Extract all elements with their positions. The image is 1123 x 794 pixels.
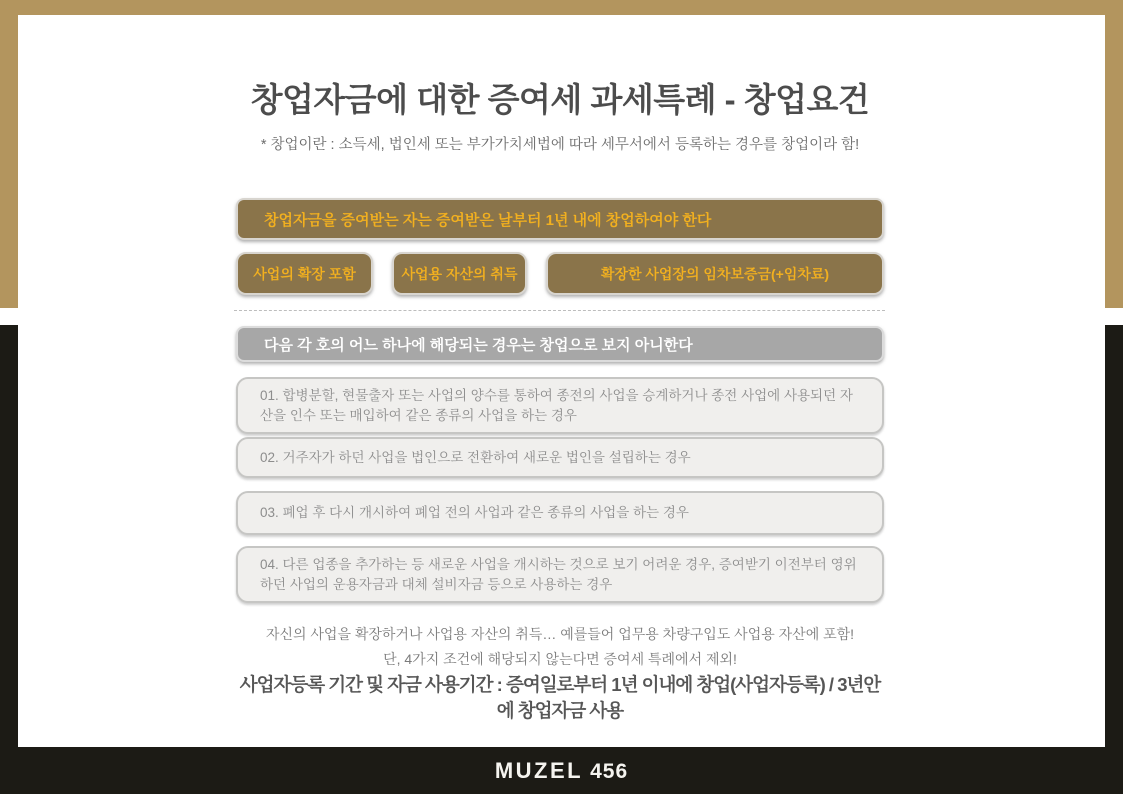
tag-business-asset-acquisition: 사업용 자산의 취득: [392, 252, 527, 295]
exclusion-item-03: [236, 491, 884, 535]
exclusion-item-02: [236, 437, 884, 478]
frame-right-black-bar: [1105, 325, 1123, 747]
page-title: 창업자금에 대한 증여세 과세특례 - 창업요건: [250, 81, 870, 118]
muzel-logo-text: MUZEL: [494, 757, 584, 783]
registration-period-line: 사업자등록 기간 및 자금 사용기간 : 증여일로부터 1년 이내에 창업(사업자등록) / 3년안에 창업자금 사용: [239, 674, 881, 721]
muzel-logo: [495, 758, 628, 784]
exclusion-item-02-text: 02. 거주자가 하던 사업을 법인으로 전환하여 새로운 법인을 설립하는 경우: [260, 449, 691, 465]
dashed-divider: [234, 310, 885, 311]
footer-band: [0, 747, 1123, 794]
frame-left-gold-bar: [0, 0, 18, 308]
exclusion-item-04-text: 04. 다른 업종을 추가하는 등 새로운 사업을 개시하는 것으로 보기 어려운 경우, 증여받기 이전부터 영위하던 사업의 운용자금과 대체 설비자금 등으로 사용하는 경우: [260, 557, 857, 592]
tag-lease-deposit: 확장한 사업장의 임차보증금(+임차료): [546, 252, 884, 295]
note-line-1: 자신의 사업을 확장하거나 사업용 자산의 취득… 예를들어 업무용 차량구입도 사업용 자산에 포함!: [265, 626, 855, 642]
exclusion-item-01-text: 01. 합병분할, 현물출자 또는 사업의 양수를 통하여 종전의 사업을 승계하거나 종전 사업에 사용되던 자산을 인수 또는 매입하여 같은 종류의 사업을 하는 경우: [260, 388, 853, 423]
page-subtitle: * 창업이란 : 소득세, 법인세 또는 부가가치세법에 따라 세무서에서 등록하는 경우를 창업이라 함!: [260, 137, 860, 153]
content-column: [236, 0, 884, 747]
requirement-banner: 창업자금을 증여받는 자는 증여받은 날부터 1년 내에 창업하여야 한다: [236, 198, 884, 240]
exclusion-item-03-text: 03. 폐업 후 다시 개시하여 폐업 전의 사업과 같은 종류의 사업을 하는 경우: [260, 505, 689, 521]
note-line-2: 단, 4가지 조건에 해당되지 않는다면 증여세 특례에서 제외!: [383, 651, 737, 667]
frame-right-gold-bar: [1105, 0, 1123, 308]
exclusion-item-01: [236, 377, 884, 434]
muzel-logo-number: 456: [590, 759, 629, 783]
exclusions-banner: 다음 각 호의 어느 하나에 해당되는 경우는 창업으로 보지 아니한다: [236, 326, 884, 362]
frame-left-black-bar: [0, 325, 18, 747]
tag-business-expansion: 사업의 확장 포함: [236, 252, 373, 295]
requirement-tags-row: [236, 252, 884, 295]
exclusion-item-04: [236, 546, 884, 603]
